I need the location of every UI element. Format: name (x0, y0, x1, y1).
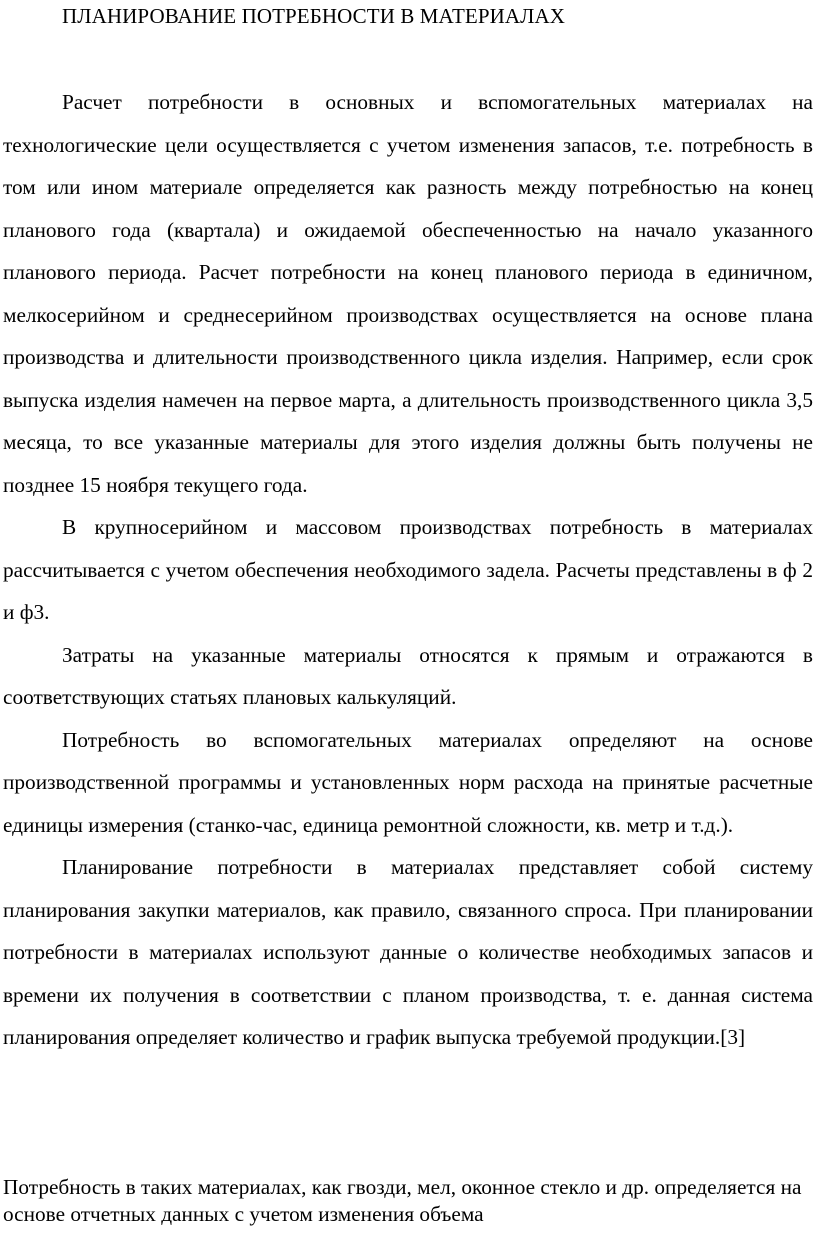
paragraph-planning-system: Планирование потребности в материалах представляет собой систему планирования закупки материалов, как правило, связанного спроса. При планировании потребности в материалах используют данные о количестве необходимых запасов и времени их получения в соответствии с планом производства, т. е. данная система планирования определяет количество и график выпуска требуемой продукции.[3] (3, 855, 813, 1049)
paragraph-tail: Потребность в таких материалах, как гвозди, мел, оконное стекло и др. определяется на основе отчетных данных с учетом изменения объема (3, 1175, 802, 1226)
paragraph-mass-production: В крупносерийном и массовом производствах потребность в материалах рассчитывается с учетом обеспечения необходимого задела. Расчеты представлены в ф 2 и ф3. (3, 515, 813, 624)
document-title: ПЛАНИРОВАНИЕ ПОТРЕБНОСТИ В МАТЕРИАЛАХ (62, 4, 566, 28)
document-body (3, 81, 813, 1059)
paragraph-auxiliary-materials: Потребность во вспомогательных материалах определяют на основе производственной программы и установленных норм расхода на принятые расчетные единицы измерения (станко-час, единица ремонтной сложности, кв. метр и т.д.). (3, 727, 813, 837)
paragraph-costs: Затраты на указанные материалы относятся к прямым и отражаются в соответствующих статьях плановых калькуляций. (3, 642, 813, 709)
paragraph-material-calculation: Расчет потребности в основных и вспомогательных материалах на технологические цели осуществляется с учетом изменения запасов, т.е. потребность в том или ином материале определяется как разность между потребностью на конец планового года (квартала) и ожидаемой обеспеченностью на начало указанного планового периода. Расчет потребности на конец планового периода в единичном, мелкосерийном и среднесерийном производствах осуществляется на основе плана производства и длительности производственного цикла изделия. Например, если срок выпуска изделия намечен на первое марта, а длительность производственного цикла 3,5 месяца, то все указанные материалы для этого изделия должны быть получены не позднее 15 ноября текущего года. (3, 90, 813, 497)
document-tail (3, 1174, 813, 1228)
